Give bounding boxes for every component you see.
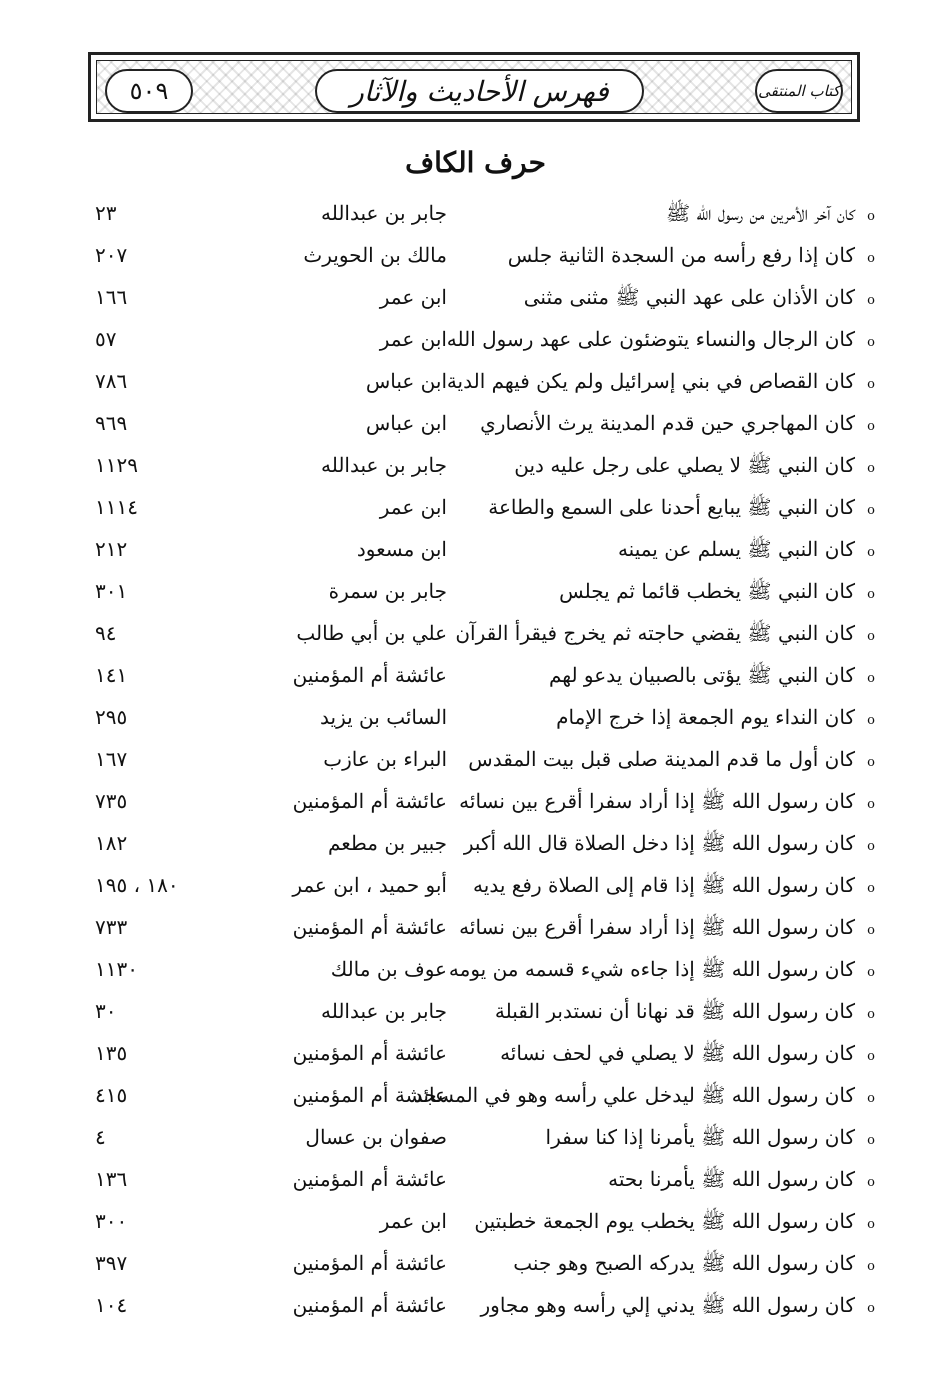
index-entry: [0, 488, 947, 530]
entry-reference-number: ٧٣٣: [95, 915, 128, 939]
entry-text: كان الرجال والنساء يتوضئون على عهد رسول الله: [446, 327, 855, 351]
entry-narrator: عائشة أم المؤمنين: [292, 1167, 447, 1191]
entry-bullet: ο: [867, 1217, 875, 1232]
entry-reference-number: ٩٤: [95, 621, 117, 645]
entry-bullet: ο: [867, 839, 875, 854]
entry-reference-number: ١٠٤: [95, 1293, 128, 1317]
entry-narrator: ابن عمر: [379, 285, 447, 309]
index-entry: [0, 782, 947, 824]
entry-bullet: ο: [867, 797, 875, 812]
index-entry: [0, 530, 947, 572]
entry-reference-number: ٣٩٧: [95, 1251, 128, 1275]
index-entry: [0, 1118, 947, 1160]
page-number: ٥٠٩: [129, 77, 169, 105]
entry-narrator: عائشة أم المؤمنين: [292, 1293, 447, 1317]
entry-reference-number: ٤١٥: [95, 1083, 128, 1107]
entry-bullet: ο: [867, 629, 875, 644]
entry-text: كان المهاجري حين قدم المدينة يرث الأنصاري: [480, 411, 855, 435]
entry-narrator: السائب بن يزيد: [320, 705, 447, 729]
entry-narrator: عوف بن مالك: [330, 957, 447, 981]
entry-narrator: ابن عباس: [365, 411, 447, 435]
index-entry: [0, 1244, 947, 1286]
entry-reference-number: ٢٩٥: [95, 705, 128, 729]
index-entry: [0, 824, 947, 866]
entry-narrator: مالك بن الحويرث: [303, 243, 447, 267]
entry-text: كان رسول الله ﷺ قد نهانا أن نستدبر القبلة: [494, 999, 855, 1023]
entry-text: كان رسول الله ﷺ يخطب يوم الجمعة خطبتين: [474, 1209, 855, 1233]
entry-narrator: عائشة أم المؤمنين: [292, 1083, 447, 1107]
entry-reference-number: ١١٢٩: [95, 453, 138, 477]
entry-narrator: ابن مسعود: [356, 537, 447, 561]
index-entry: [0, 1034, 947, 1076]
entry-narrator: جابر بن عبدالله: [320, 453, 447, 477]
entry-text: كان رسول الله ﷺ إذا أراد سفرا أقرع بين نسائه: [459, 789, 855, 813]
index-entry: [0, 1160, 947, 1202]
page-header: [88, 52, 860, 122]
entry-bullet: ο: [867, 965, 875, 980]
entry-reference-number: ١١١٤: [95, 495, 138, 519]
index-entry: [0, 1286, 947, 1328]
section-title: [0, 146, 947, 179]
entry-bullet: ο: [867, 545, 875, 560]
entry-reference-number: ٣٠١: [95, 579, 128, 603]
entry-bullet: ο: [867, 461, 875, 476]
entry-bullet: ο: [867, 1007, 875, 1022]
index-entry: [0, 362, 947, 404]
entry-reference-number: ٣٠٠: [95, 1209, 128, 1233]
index-entry: [0, 194, 947, 236]
index-entry: [0, 236, 947, 278]
entry-text: كان رسول الله ﷺ إذا جاءه شيء قسمه من يومه: [448, 957, 855, 981]
entry-text: كان رسول الله ﷺ لا يصلي في لحف نسائه: [500, 1041, 855, 1065]
entry-narrator: عائشة أم المؤمنين: [292, 663, 447, 687]
entry-bullet: ο: [867, 419, 875, 434]
entry-reference-number: ١١٣٠: [95, 957, 138, 981]
entry-narrator: أبو حميد ، ابن عمر: [292, 873, 447, 897]
entry-reference-number: ١٦٦: [95, 285, 128, 309]
hadith-index-list: [0, 194, 947, 1328]
entry-narrator: جابر بن عبدالله: [320, 201, 447, 225]
index-entry: [0, 1202, 947, 1244]
entry-text: كان رسول الله ﷺ يدركه الصبح وهو جنب: [513, 1251, 855, 1275]
entry-bullet: ο: [867, 587, 875, 602]
index-entry: [0, 278, 947, 320]
entry-text: كان القصاص في بني إسرائيل ولم يكن فيهم الدية: [446, 369, 855, 393]
entry-narrator: صفوان بن عسال: [305, 1125, 447, 1149]
entry-reference-number: ٧٨٦: [95, 369, 128, 393]
entry-bullet: ο: [867, 1301, 875, 1316]
entry-text: كان النبي ﷺ يخطب قائما ثم يجلس: [559, 579, 855, 603]
entry-text: كان إذا رفع رأسه من السجدة الثانية جلس: [507, 243, 855, 267]
index-entry: [0, 866, 947, 908]
index-entry: [0, 446, 947, 488]
entry-text: كان النبي ﷺ يبايع أحدنا على السمع والطاعة: [488, 495, 855, 519]
index-entry: [0, 404, 947, 446]
entry-text: كان أول ما قدم المدينة صلى قبل بيت المقدس: [468, 747, 855, 771]
entry-text: كان النداء يوم الجمعة إذا خرج الإمام: [556, 705, 855, 729]
entry-narrator: ابن عباس: [365, 369, 447, 393]
entry-reference-number: ١٣٥: [95, 1041, 128, 1065]
index-entry: [0, 950, 947, 992]
section-title-text: حرف الكاف: [405, 146, 546, 179]
entry-bullet: ο: [867, 1133, 875, 1148]
entry-text: كان رسول الله ﷺ إذا قام إلى الصلاة رفع يديه: [473, 873, 855, 897]
entry-text: كان رسول الله ﷺ إذا أراد سفرا أقرع بين نسائه: [459, 915, 855, 939]
index-entry: [0, 320, 947, 362]
entry-reference-number: ٢١٢: [95, 537, 128, 561]
entry-text: كان رسول الله ﷺ إذا دخل الصلاة قال الله أكبر: [463, 831, 855, 855]
entry-text: كان آخر الأمرين من رسول الله ﷺ: [666, 201, 855, 225]
entry-reference-number: ٥٧: [95, 327, 117, 351]
entry-bullet: ο: [867, 335, 875, 350]
entry-reference-number: ٣٠: [95, 999, 117, 1023]
entry-bullet: ο: [867, 1175, 875, 1190]
entry-reference-number: ٤: [95, 1125, 106, 1149]
entry-narrator: جابر بن سمرة: [328, 579, 447, 603]
index-entry: [0, 698, 947, 740]
entry-bullet: ο: [867, 1259, 875, 1274]
entry-text: كان رسول الله ﷺ يدني إلي رأسه وهو مجاور: [480, 1293, 855, 1317]
entry-narrator: ابن عمر: [379, 495, 447, 519]
entry-text: كان النبي ﷺ لا يصلي على رجل عليه دين: [514, 453, 855, 477]
entry-bullet: ο: [867, 923, 875, 938]
entry-reference-number: ٧٣٥: [95, 789, 128, 813]
entry-bullet: ο: [867, 713, 875, 728]
entry-text: كان النبي ﷺ يؤتى بالصبيان يدعو لهم: [548, 663, 855, 687]
entry-reference-number: ٩٦٩: [95, 411, 128, 435]
index-entry: [0, 614, 947, 656]
entry-text: كان النبي ﷺ يقضي حاجته ثم يخرج فيقرأ القرآن: [455, 621, 855, 645]
running-title: فهرس الأحاديث والآثار: [350, 74, 609, 108]
entry-narrator: عائشة أم المؤمنين: [292, 1251, 447, 1275]
entry-narrator: جبير بن مطعم: [327, 831, 447, 855]
entry-bullet: ο: [867, 377, 875, 392]
entry-narrator: عائشة أم المؤمنين: [292, 789, 447, 813]
entry-text: كان النبي ﷺ يسلم عن يمينه: [617, 537, 855, 561]
entry-bullet: ο: [867, 503, 875, 518]
entry-bullet: ο: [867, 251, 875, 266]
header-ornament: [96, 60, 852, 114]
running-title-cartouche: [315, 69, 644, 113]
entry-text: كان رسول الله ﷺ ليدخل علي رأسه وهو في المسجد: [413, 1083, 855, 1107]
entry-text: كان الأذان على عهد النبي ﷺ مثنى مثنى: [523, 285, 855, 309]
entry-reference-number: ١٦٧: [95, 747, 128, 771]
entry-bullet: ο: [867, 671, 875, 686]
entry-bullet: ο: [867, 755, 875, 770]
entry-text: كان رسول الله ﷺ يأمرنا بحته: [608, 1167, 855, 1191]
index-entry: [0, 908, 947, 950]
entry-bullet: ο: [867, 881, 875, 896]
entry-reference-number: ١٨٢: [95, 831, 128, 855]
index-entry: [0, 992, 947, 1034]
entry-text: كان رسول الله ﷺ يأمرنا إذا كنا سفرا: [545, 1125, 855, 1149]
index-entry: [0, 572, 947, 614]
entry-bullet: ο: [867, 1049, 875, 1064]
index-entry: [0, 656, 947, 698]
entry-bullet: ο: [867, 209, 875, 224]
entry-narrator: عائشة أم المؤمنين: [292, 1041, 447, 1065]
entry-narrator: البراء بن عازب: [323, 747, 447, 771]
entry-bullet: ο: [867, 1091, 875, 1106]
book-logo-cartouche: [755, 69, 843, 113]
index-entry: [0, 740, 947, 782]
entry-reference-number: ١٤١: [95, 663, 128, 687]
index-entry: [0, 1076, 947, 1118]
entry-narrator: عائشة أم المؤمنين: [292, 915, 447, 939]
entry-narrator: ابن عمر: [379, 327, 447, 351]
entry-reference-number: ١٣٦: [95, 1167, 128, 1191]
entry-reference-number: ١٨٠ ، ١٩٥: [95, 873, 179, 897]
entry-bullet: ο: [867, 293, 875, 308]
entry-reference-number: ٢٠٧: [95, 243, 128, 267]
entry-narrator: ابن عمر: [379, 1209, 447, 1233]
entry-narrator: علي بن أبي طالب: [296, 621, 447, 645]
book-logo: كتاب المنتقى: [758, 82, 840, 100]
entry-reference-number: ٢٣: [95, 201, 117, 225]
page-number-cartouche: [105, 69, 193, 113]
entry-narrator: جابر بن عبدالله: [320, 999, 447, 1023]
